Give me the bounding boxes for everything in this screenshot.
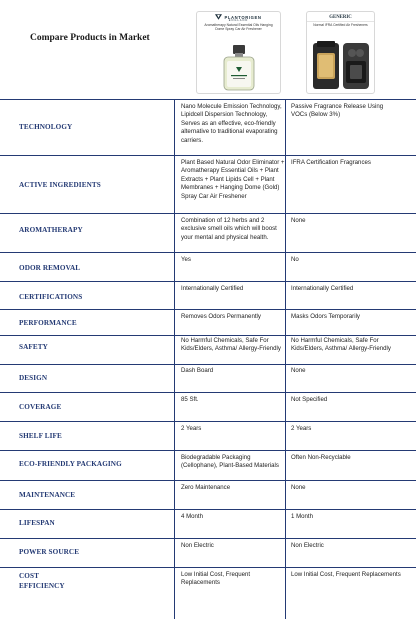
plantorigen-value: Yes — [181, 256, 191, 263]
row-category: ECO-FRIENDLY PACKAGING — [19, 460, 122, 468]
plantorigen-value: 2 Years — [181, 425, 202, 432]
generic-value: No Harmful Chemicals, Safe For Kids/Elders, Asthma/ Allergy-Friendly — [291, 337, 391, 353]
plantorigen-value: Combination of 12 herbs and 2 exclusive smell oils which will boost your mental and physical health. — [181, 217, 277, 241]
row-category: SAFETY — [19, 343, 48, 351]
row-category: COST EFFICIENCY — [19, 572, 65, 590]
plantorigen-bottle-image — [221, 45, 257, 91]
plantorigen-product-description: Aromatherapy Natural Essential Oils Hanging Dome Spray Car Air Freshener — [204, 23, 273, 32]
plantorigen-value: Nano Molecule Emission Technology, Lipidcell Dispersion Technology, Serves as an effective, eco-friendly alternative to traditional evaporating carriers. — [181, 103, 282, 144]
plantorigen-value: Removes Odors Permanently — [181, 313, 261, 320]
generic-value: Internationally Certified — [291, 285, 354, 292]
generic-freshener-image — [310, 39, 372, 91]
row-category: ACTIVE INGREDIENTS — [19, 181, 101, 189]
generic-value: 1 Month — [291, 513, 314, 520]
generic-product-description: Normal IFRA Certified Air Fresheners — [307, 21, 374, 27]
row-category: LIFESPAN — [19, 519, 55, 527]
table-row-certifications — [0, 281, 416, 309]
row-category: COVERAGE — [19, 403, 62, 411]
row-category: CERTIFICATIONS — [19, 293, 83, 301]
page-title: Compare Products in Market — [30, 33, 150, 43]
table-row-lifespan — [0, 509, 416, 538]
row-category: MAINTENANCE — [19, 491, 76, 499]
generic-product-card — [306, 11, 375, 94]
table-row-maintenance — [0, 480, 416, 509]
table-row-cost-efficiency — [0, 567, 416, 619]
table-row-technology — [0, 99, 416, 156]
plantorigen-value: Biodegradable Packaging (Cellophane), Plant-Based Materials — [181, 454, 279, 470]
table-row-safety — [0, 335, 416, 364]
plantorigen-value: Low Initial Cost, Frequent Replacements — [181, 571, 251, 587]
table-row-eco-friendly-packaging — [0, 450, 416, 480]
generic-value: Masks Odors Temporarily — [291, 313, 360, 320]
generic-value: Non Electric — [291, 542, 324, 549]
leaf-logo-icon — [215, 14, 222, 20]
generic-label: GENERIC — [329, 15, 352, 20]
plantorigen-value: Zero Maintenance — [181, 484, 231, 491]
table-row-power-source — [0, 538, 416, 567]
plantorigen-value: 4 Month — [181, 513, 204, 520]
table-row-performance — [0, 309, 416, 335]
table-row-coverage — [0, 392, 416, 421]
generic-value: No — [291, 256, 299, 263]
plantorigen-product-card — [196, 11, 281, 94]
generic-value: Not Specified — [291, 396, 328, 403]
plantorigen-value: Internationally Certified — [181, 285, 244, 292]
generic-value: 2 Years — [291, 425, 312, 432]
table-row-aromatherapy — [0, 213, 416, 252]
row-category: DESIGN — [19, 374, 48, 382]
row-category: PERFORMANCE — [19, 319, 77, 327]
generic-value: None — [291, 217, 306, 224]
row-category: AROMATHERAPY — [19, 226, 83, 234]
generic-value: None — [291, 484, 306, 491]
generic-value: IFRA Certification Fragrances — [291, 159, 371, 166]
plantorigen-value: No Harmful Chemicals, Safe For Kids/Elders, Asthma/ Allergy-Friendly — [181, 337, 281, 353]
plantorigen-value: 85 Sft. — [181, 396, 199, 403]
plantorigen-value: Plant Based Natural Odor Eliminator + Aromatherapy Essential Oils + Plant Extracts + Plant Lipids Cell + Plant Membranes + Hanging Dome (Gold) Spray Car Air Freshener — [181, 159, 285, 200]
generic-value: Low Initial Cost, Frequent Replacements — [291, 571, 401, 578]
table-row-odor-removal — [0, 252, 416, 281]
row-category: TECHNOLOGY — [19, 123, 73, 131]
row-category: SHELF LIFE — [19, 432, 62, 440]
plantorigen-brand-name: PLANTORIGEN — [224, 14, 262, 20]
plantorigen-value: Non Electric — [181, 542, 214, 549]
table-row-active-ingredients — [0, 155, 416, 213]
table-row-shelf-life — [0, 421, 416, 450]
generic-value: None — [291, 367, 306, 374]
row-category: ODOR REMOVAL — [19, 264, 81, 272]
table-row-design — [0, 364, 416, 392]
row-category: POWER SOURCE — [19, 548, 80, 556]
generic-value: Passive Fragrance Release Using VOCs (Below 3%) — [291, 103, 384, 119]
plantorigen-value: Dash Board — [181, 367, 214, 374]
generic-value: Often Non-Recyclable — [291, 454, 351, 461]
plantorigen-brand-region: ENGLAND — [228, 19, 249, 22]
